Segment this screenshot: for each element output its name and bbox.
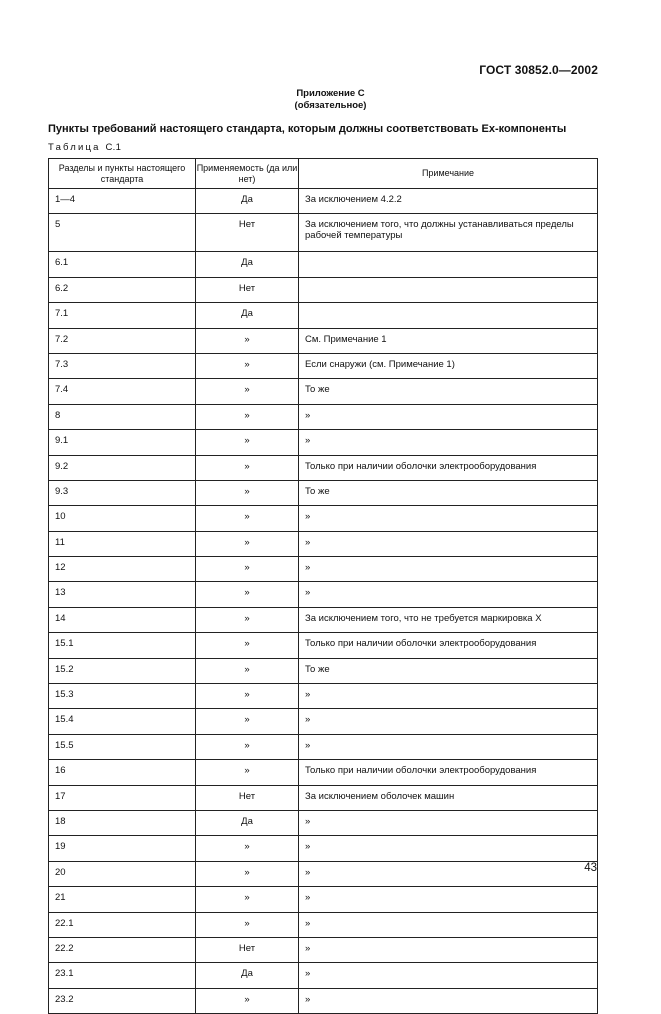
table-row: [49, 214, 598, 252]
cell-clause: 15.5: [49, 734, 196, 759]
cell-clause: 6.2: [49, 277, 196, 302]
table-row: [49, 861, 598, 886]
cell-clause: 15.1: [49, 633, 196, 658]
cell-note: »: [299, 887, 598, 912]
cell-note: За исключением того, что должны устанавливаться пределы рабочей температуры: [299, 214, 598, 252]
cell-note: »: [299, 912, 598, 937]
section-title: Пункты требований настоящего стандарта, которым должны соответствовать Ex-компоненты: [48, 123, 567, 135]
table-row: [49, 557, 598, 582]
cell-clause: 6.1: [49, 252, 196, 277]
cell-clause: 9.1: [49, 430, 196, 455]
table-caption: [48, 142, 121, 153]
table-row: [49, 430, 598, 455]
cell-applicability: »: [196, 607, 299, 632]
table-row: [49, 582, 598, 607]
cell-clause: 1—4: [49, 189, 196, 214]
table-row: [49, 607, 598, 632]
cell-applicability: Да: [196, 189, 299, 214]
cell-applicability: »: [196, 328, 299, 353]
table-caption-word: Таблица: [48, 142, 101, 153]
table-row: [49, 189, 598, 214]
cell-note: »: [299, 734, 598, 759]
cell-applicability: »: [196, 430, 299, 455]
column-header-applicability: Применяемость (да или нет): [196, 159, 299, 189]
column-header-clause: Разделы и пункты настоящего стандарта: [49, 159, 196, 189]
cell-note: Если снаружи (см. Примечание 1): [299, 353, 598, 378]
cell-applicability: Нет: [196, 937, 299, 962]
cell-note: Только при наличии оболочки электрооборудования: [299, 760, 598, 785]
table-row: [49, 760, 598, 785]
cell-note: [299, 277, 598, 302]
cell-note: Только при наличии оболочки электрооборудования: [299, 455, 598, 480]
column-header-note: Примечание: [299, 159, 598, 189]
cell-clause: 10: [49, 506, 196, 531]
cell-applicability: »: [196, 557, 299, 582]
cell-note: »: [299, 404, 598, 429]
cell-clause: 15.2: [49, 658, 196, 683]
cell-clause: 7.4: [49, 379, 196, 404]
table-row: [49, 887, 598, 912]
cell-note: »: [299, 582, 598, 607]
cell-clause: 11: [49, 531, 196, 556]
cell-applicability: Да: [196, 252, 299, 277]
appendix-heading: [0, 88, 661, 111]
table-caption-number: С.1: [105, 142, 122, 153]
cell-clause: 23.2: [49, 988, 196, 1013]
cell-clause: 8: [49, 404, 196, 429]
cell-note: За исключением 4.2.2: [299, 189, 598, 214]
cell-clause: 14: [49, 607, 196, 632]
table-row: [49, 709, 598, 734]
cell-clause: 7.2: [49, 328, 196, 353]
table-header-row: [49, 159, 598, 189]
cell-applicability: Нет: [196, 785, 299, 810]
cell-note: См. Примечание 1: [299, 328, 598, 353]
cell-clause: 12: [49, 557, 196, 582]
cell-applicability: »: [196, 836, 299, 861]
cell-applicability: »: [196, 734, 299, 759]
cell-clause: 18: [49, 810, 196, 835]
cell-clause: 23.1: [49, 963, 196, 988]
cell-note: »: [299, 937, 598, 962]
table-row: [49, 633, 598, 658]
cell-clause: 17: [49, 785, 196, 810]
cell-applicability: Да: [196, 303, 299, 328]
page-number: 43: [584, 862, 597, 874]
table-row: [49, 277, 598, 302]
table-row: [49, 455, 598, 480]
cell-clause: 9.2: [49, 455, 196, 480]
cell-applicability: Да: [196, 963, 299, 988]
cell-applicability: »: [196, 531, 299, 556]
cell-applicability: »: [196, 709, 299, 734]
cell-note: »: [299, 963, 598, 988]
cell-applicability: »: [196, 404, 299, 429]
cell-clause: 13: [49, 582, 196, 607]
cell-clause: 16: [49, 760, 196, 785]
cell-clause: 20: [49, 861, 196, 886]
cell-note: »: [299, 988, 598, 1013]
cell-note: То же: [299, 658, 598, 683]
cell-note: »: [299, 709, 598, 734]
cell-applicability: »: [196, 379, 299, 404]
cell-note: [299, 252, 598, 277]
cell-applicability: Нет: [196, 214, 299, 252]
cell-note: За исключением оболочек машин: [299, 785, 598, 810]
cell-clause: 7.3: [49, 353, 196, 378]
cell-applicability: »: [196, 633, 299, 658]
table-row: [49, 353, 598, 378]
cell-note: »: [299, 506, 598, 531]
table-row: [49, 404, 598, 429]
cell-note: »: [299, 810, 598, 835]
cell-applicability: »: [196, 912, 299, 937]
table-row: [49, 531, 598, 556]
table-body: [49, 189, 598, 1014]
table-row: [49, 912, 598, 937]
cell-applicability: »: [196, 760, 299, 785]
cell-applicability: »: [196, 861, 299, 886]
cell-note: »: [299, 684, 598, 709]
document-code: ГОСТ 30852.0—2002: [479, 63, 598, 77]
cell-note: За исключением того, что не требуется маркировка X: [299, 607, 598, 632]
table-row: [49, 658, 598, 683]
cell-clause: 21: [49, 887, 196, 912]
requirements-table: [48, 158, 598, 1014]
cell-applicability: »: [196, 988, 299, 1013]
cell-note: »: [299, 557, 598, 582]
cell-note: [299, 303, 598, 328]
cell-applicability: »: [196, 506, 299, 531]
table-row: [49, 252, 598, 277]
cell-applicability: »: [196, 887, 299, 912]
cell-applicability: Да: [196, 810, 299, 835]
cell-clause: 15.4: [49, 709, 196, 734]
table-row: [49, 303, 598, 328]
cell-clause: 7.1: [49, 303, 196, 328]
cell-applicability: »: [196, 353, 299, 378]
cell-applicability: »: [196, 582, 299, 607]
cell-note: То же: [299, 379, 598, 404]
table-row: [49, 506, 598, 531]
table-row: [49, 328, 598, 353]
cell-clause: 19: [49, 836, 196, 861]
appendix-status: (обязательное): [294, 99, 367, 111]
cell-applicability: »: [196, 455, 299, 480]
cell-note: »: [299, 430, 598, 455]
table-row: [49, 963, 598, 988]
cell-clause: 22.2: [49, 937, 196, 962]
cell-clause: 15.3: [49, 684, 196, 709]
table-row: [49, 785, 598, 810]
cell-applicability: »: [196, 658, 299, 683]
appendix-title: Приложение С: [296, 88, 365, 99]
cell-note: »: [299, 531, 598, 556]
cell-note: Только при наличии оболочки электрооборудования: [299, 633, 598, 658]
cell-clause: 5: [49, 214, 196, 252]
table-row: [49, 937, 598, 962]
cell-note: »: [299, 836, 598, 861]
table-row: [49, 988, 598, 1013]
cell-note: То же: [299, 480, 598, 505]
table-row: [49, 734, 598, 759]
cell-clause: 22.1: [49, 912, 196, 937]
cell-applicability: »: [196, 480, 299, 505]
table-row: [49, 810, 598, 835]
table-row: [49, 379, 598, 404]
cell-applicability: »: [196, 684, 299, 709]
cell-clause: 9.3: [49, 480, 196, 505]
table-row: [49, 836, 598, 861]
table-row: [49, 480, 598, 505]
table-row: [49, 684, 598, 709]
cell-note: »: [299, 861, 598, 886]
cell-applicability: Нет: [196, 277, 299, 302]
